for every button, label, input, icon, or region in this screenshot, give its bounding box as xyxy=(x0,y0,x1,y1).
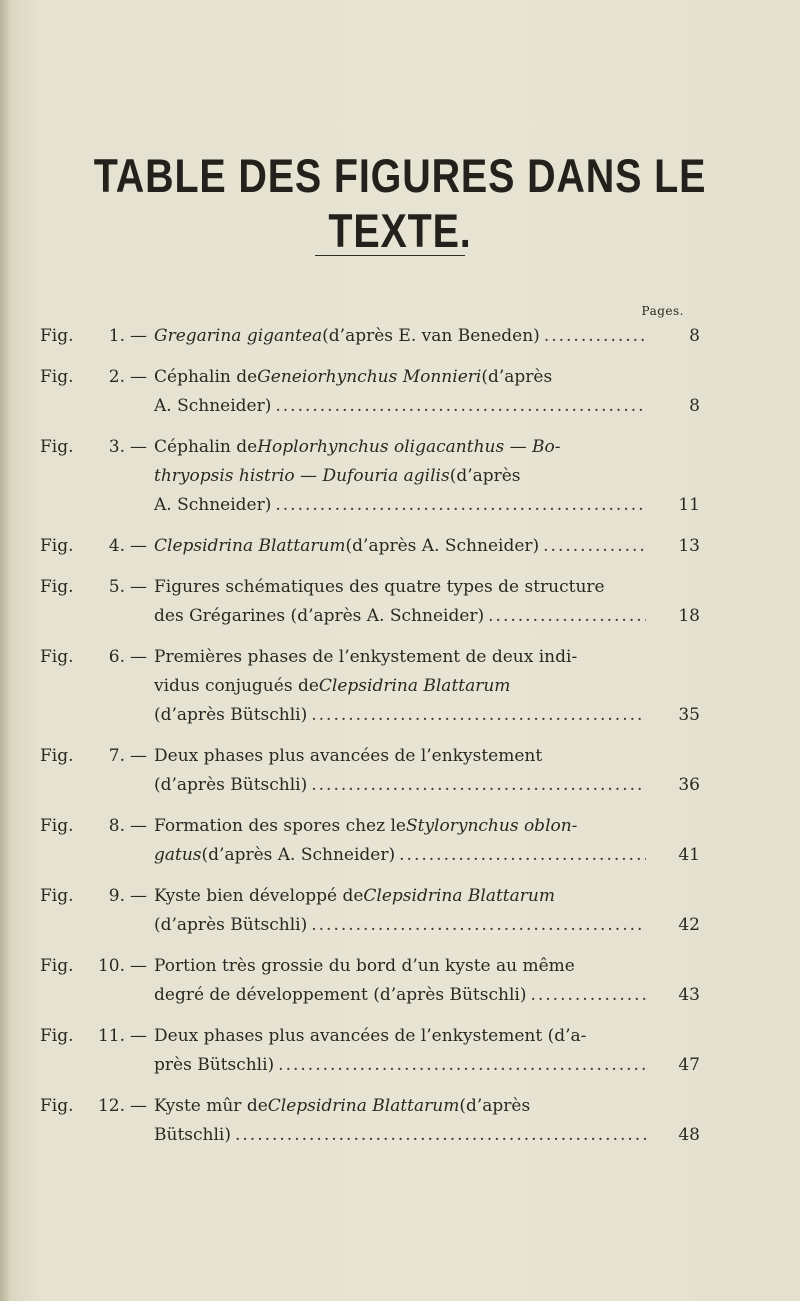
caption-line xyxy=(154,952,650,981)
caption-text: Bütschli) xyxy=(154,1125,231,1145)
figure-prefix: Fig. xyxy=(40,1096,74,1116)
caption-text: A. Schneider) xyxy=(154,495,272,515)
figure-entry xyxy=(40,1092,700,1150)
figure-list xyxy=(40,322,700,1162)
caption-text: A. Schneider) xyxy=(154,396,272,416)
figure-prefix: Fig. xyxy=(40,746,74,766)
caption-text: des Grégarines (d’après A. Schneider) xyxy=(154,606,485,626)
title-rule xyxy=(315,255,465,256)
caption-text: Céphalin de xyxy=(154,367,258,387)
figure-dash: — xyxy=(130,1026,147,1046)
figure-entry xyxy=(40,363,700,421)
page-number: 48 xyxy=(678,1125,700,1145)
figure-number: 9. xyxy=(108,886,125,906)
caption-line xyxy=(154,392,650,421)
caption-text: (d’après A. Schneider) xyxy=(201,845,396,865)
figure-entry xyxy=(40,742,700,800)
caption-italic-text: Stylorynchus oblon- xyxy=(405,816,578,836)
pages-column-label: Pages. xyxy=(641,304,684,318)
figure-dash: — xyxy=(130,437,147,457)
caption-italic-text: Clepsidrina Blattarum xyxy=(267,1096,460,1116)
page-number: 36 xyxy=(678,775,700,795)
figure-entry xyxy=(40,952,700,1010)
figure-dash: — xyxy=(130,886,147,906)
caption-line xyxy=(154,771,650,800)
caption-line xyxy=(154,742,650,771)
figure-dash: — xyxy=(130,367,147,387)
figure-dash: — xyxy=(130,577,147,597)
figure-prefix: Fig. xyxy=(40,577,74,597)
leader-dots xyxy=(530,981,646,1010)
figure-dash: — xyxy=(130,816,147,836)
figure-prefix: Fig. xyxy=(40,1026,74,1046)
caption-text: Céphalin de xyxy=(154,437,258,457)
figure-dash: — xyxy=(130,647,147,667)
figure-caption xyxy=(154,1092,650,1150)
caption-line xyxy=(154,643,650,672)
caption-text: Formation des spores chez le xyxy=(154,816,406,836)
figure-prefix: Fig. xyxy=(40,437,74,457)
leader-dots xyxy=(278,1051,646,1080)
caption-line xyxy=(154,1022,650,1051)
page-number: 35 xyxy=(678,705,700,725)
figure-caption xyxy=(154,742,650,800)
figure-dash: — xyxy=(130,326,147,346)
caption-text: Premières phases de l’enkystement de deux indi- xyxy=(154,647,578,667)
caption-text: Kyste bien développé de xyxy=(154,886,364,906)
figure-number: 4. xyxy=(108,536,125,556)
figure-number: 3. xyxy=(108,437,125,457)
caption-line xyxy=(154,573,650,602)
caption-text: Figures schématiques des quatre types de structure xyxy=(154,577,605,597)
leader-dots xyxy=(311,911,646,940)
figure-number: 12. xyxy=(97,1096,125,1116)
leader-dots xyxy=(543,532,646,561)
caption-italic-text: gatus xyxy=(154,845,202,865)
caption-line xyxy=(154,1121,650,1150)
caption-line xyxy=(154,672,650,701)
caption-line xyxy=(154,841,650,870)
page-number: 8 xyxy=(689,326,700,346)
figure-number: 6. xyxy=(108,647,125,667)
leader-dots xyxy=(399,841,646,870)
figure-caption xyxy=(154,952,650,1010)
figure-caption xyxy=(154,573,650,631)
caption-line xyxy=(154,981,650,1010)
page-number: 13 xyxy=(678,536,700,556)
caption-text: (d’après A. Schneider) xyxy=(345,536,540,556)
leader-dots xyxy=(275,491,646,520)
page-binding-shadow xyxy=(0,0,10,1301)
page-number: 47 xyxy=(678,1055,700,1075)
figure-entry xyxy=(40,1022,700,1080)
figure-prefix: Fig. xyxy=(40,367,74,387)
caption-line xyxy=(154,462,650,491)
figure-caption xyxy=(154,322,650,351)
caption-italic-text: Clepsidrina Blattarum xyxy=(363,886,555,906)
figure-entry xyxy=(40,573,700,631)
page-number: 41 xyxy=(678,845,700,865)
caption-text: (d’après xyxy=(459,1096,531,1116)
figure-caption xyxy=(154,882,650,940)
figure-entry xyxy=(40,433,700,520)
figure-caption xyxy=(154,643,650,730)
page-number: 11 xyxy=(678,495,700,515)
figure-number: 1. xyxy=(108,326,125,346)
caption-italic-text: Clepsidrina Blattarum xyxy=(318,676,511,696)
caption-text: Portion très grossie du bord d’un kyste au même xyxy=(154,956,575,976)
caption-text: Kyste mûr de xyxy=(154,1096,268,1116)
caption-italic-text: Gregarina gigantea xyxy=(154,326,323,346)
caption-line xyxy=(154,701,650,730)
figure-caption xyxy=(154,363,650,421)
figure-prefix: Fig. xyxy=(40,886,74,906)
caption-line xyxy=(154,882,650,911)
caption-italic-text: Clepsidrina Blattarum xyxy=(154,536,346,556)
caption-line xyxy=(154,491,650,520)
caption-text: degré de développement (d’après Bütschli) xyxy=(154,985,527,1005)
caption-italic-text: Geneiorhynchus Monnieri xyxy=(257,367,482,387)
figure-dash: — xyxy=(130,536,147,556)
figure-number: 8. xyxy=(108,816,125,836)
figure-caption xyxy=(154,1022,650,1080)
figure-prefix: Fig. xyxy=(40,536,74,556)
leader-dots xyxy=(488,602,646,631)
figure-entry xyxy=(40,812,700,870)
figure-number: 7. xyxy=(108,746,125,766)
caption-text: (d’après Bütschli) xyxy=(154,915,308,935)
figure-caption xyxy=(154,532,650,561)
figure-entry xyxy=(40,322,700,351)
figure-number: 5. xyxy=(108,577,125,597)
figure-number: 10. xyxy=(97,956,125,976)
caption-text: vidus conjugués de xyxy=(154,676,319,696)
figure-prefix: Fig. xyxy=(40,956,74,976)
caption-line xyxy=(154,602,650,631)
figure-number: 2. xyxy=(108,367,125,387)
caption-text: Deux phases plus avancées de l’enkystement xyxy=(154,746,543,766)
caption-text: (d’après Bütschli) xyxy=(154,705,308,725)
figure-entry xyxy=(40,882,700,940)
caption-line xyxy=(154,812,650,841)
figure-prefix: Fig. xyxy=(40,816,74,836)
caption-italic-text: Hoplorhynchus oligacanthus — Bo- xyxy=(257,437,561,457)
figure-dash: — xyxy=(130,746,147,766)
caption-text: (d’après E. van Beneden) xyxy=(322,326,540,346)
caption-line xyxy=(154,433,650,462)
leader-dots xyxy=(544,322,646,351)
caption-text: près Bütschli) xyxy=(154,1055,275,1075)
leader-dots xyxy=(235,1121,646,1150)
page-number: 8 xyxy=(689,396,700,416)
caption-line xyxy=(154,322,650,351)
caption-text: Deux phases plus avancées de l’enkystement (d’a- xyxy=(154,1026,587,1046)
page-number: 18 xyxy=(678,606,700,626)
figure-dash: — xyxy=(130,1096,147,1116)
caption-text: (d’après xyxy=(481,367,553,387)
leader-dots xyxy=(311,771,646,800)
figure-entry xyxy=(40,532,700,561)
caption-line xyxy=(154,911,650,940)
caption-text: (d’après xyxy=(449,466,521,486)
caption-italic-text: thryopsis histrio — Dufouria agilis xyxy=(154,466,450,486)
page-number: 43 xyxy=(678,985,700,1005)
figure-caption xyxy=(154,812,650,870)
figure-number: 11. xyxy=(97,1026,125,1046)
leader-dots xyxy=(311,701,646,730)
caption-line xyxy=(154,363,650,392)
caption-line xyxy=(154,532,650,561)
caption-line xyxy=(154,1092,650,1121)
page-number: 42 xyxy=(678,915,700,935)
page-title: TABLE DES FIGURES DANS LE TEXTE. xyxy=(93,149,707,257)
figure-prefix: Fig. xyxy=(40,647,74,667)
figure-prefix: Fig. xyxy=(40,326,74,346)
figure-entry xyxy=(40,643,700,730)
caption-text: (d’après Bütschli) xyxy=(154,775,308,795)
caption-line xyxy=(154,1051,650,1080)
figure-dash: — xyxy=(130,956,147,976)
figure-caption xyxy=(154,433,650,520)
leader-dots xyxy=(275,392,646,421)
